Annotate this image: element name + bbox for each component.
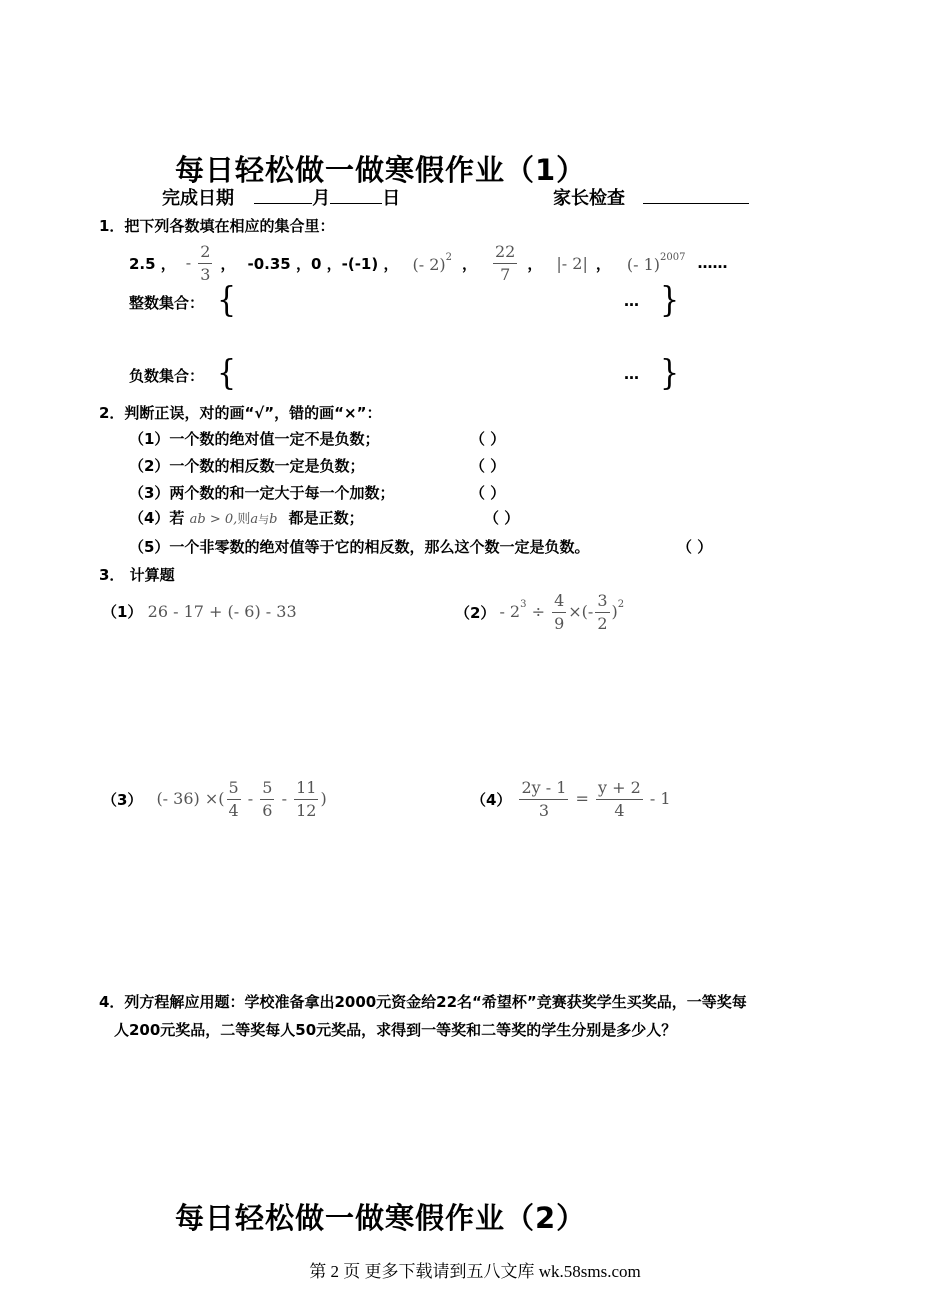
set-ellipsis: …	[624, 292, 639, 310]
exponent: 2	[445, 252, 452, 263]
minus-sign: -	[281, 788, 287, 808]
denominator: 9	[554, 613, 565, 633]
expression	[499, 591, 624, 634]
completion-date-label: 完成日期	[162, 188, 234, 209]
page-title: 每日轻松做一做寒假作业（1）	[175, 153, 587, 187]
q2-item-4	[129, 507, 364, 528]
fraction	[519, 778, 568, 821]
problem-label: （4）	[471, 790, 512, 809]
numerator: 3	[595, 591, 609, 613]
q2-item-3: （3）两个数的和一定大于每一个加数；	[129, 484, 395, 502]
denominator: 12	[296, 800, 317, 820]
separator: ，	[595, 254, 611, 273]
minus-sign: -	[247, 788, 254, 808]
exponent: 2007	[660, 252, 686, 263]
answer-paren[interactable]: （ ）	[484, 509, 520, 527]
fraction	[596, 778, 643, 821]
q2-item-5: （5）一个非零数的绝对值等于它的相反数，那么这个数一定是负数。	[129, 538, 590, 556]
condition-math: ab > 0,	[189, 512, 238, 527]
number-abs-neg2: |- 2|	[556, 253, 588, 273]
term: - 1	[649, 788, 671, 808]
answer-paren[interactable]: （ ）	[470, 457, 506, 475]
separator: ，	[220, 254, 236, 273]
page-title-2: 每日轻松做一做寒假作业（2）	[175, 1201, 587, 1235]
numerator: y + 2	[596, 778, 643, 800]
integer-set-answer-area[interactable]	[232, 288, 612, 318]
q3-heading: 3． 计算题	[99, 566, 175, 584]
negative-set-label: 负数集合：	[129, 367, 205, 385]
month-label: 月	[312, 188, 331, 209]
divide-sign: ÷	[531, 601, 545, 621]
separator: ，	[461, 254, 477, 273]
integer-set-label: 整数集合：	[129, 294, 205, 312]
number-neg1-2007	[627, 252, 686, 274]
fraction-2-3	[198, 242, 212, 285]
term: (- 36) ×(	[156, 788, 225, 808]
parent-check-label: 家长检查	[553, 188, 625, 209]
fraction	[595, 591, 609, 634]
q4-line-1: 4．列方程解应用题：学校准备拿出2000元资金给22名“希望杯”竞赛获奖学生买奖品，一等奖每	[99, 993, 747, 1011]
page-footer: 第 2 页 更多下载请到五八文库 wk.58sms.com	[309, 1262, 641, 1281]
left-brace: {	[217, 353, 237, 394]
fraction-22-7	[493, 242, 517, 285]
parent-check-line	[553, 184, 749, 210]
expression	[156, 778, 326, 821]
numerator: 2y - 1	[519, 778, 568, 800]
problem-1	[102, 601, 297, 622]
left-brace: {	[217, 280, 237, 321]
problem-label: （3）	[102, 790, 143, 809]
negative-set-answer-area[interactable]	[232, 361, 612, 391]
q2-item-2: （2）一个数的相反数一定是负数；	[129, 457, 365, 475]
denominator: 3	[538, 800, 550, 820]
problem-2	[455, 590, 624, 634]
q4-line-2: 人200元奖品，二等奖每人50元奖品，求得到一等奖和二等奖的学生分别是多少人？	[114, 1021, 677, 1039]
day-label: 日	[382, 188, 401, 209]
number-neg2-squared	[412, 252, 452, 274]
ellipsis: ……	[697, 254, 728, 272]
and-word: 与	[258, 513, 270, 526]
denominator: 2	[597, 613, 608, 633]
base: (- 1)	[626, 255, 660, 274]
equals-sign: =	[575, 788, 589, 808]
right-brace: }	[660, 353, 680, 394]
denominator: 7	[500, 264, 511, 284]
numbers-group: -0.35 ，0 ，-(-1) ，	[247, 254, 399, 273]
var-b: b	[269, 512, 278, 527]
equation	[517, 778, 670, 821]
fraction	[227, 778, 241, 821]
day-blank[interactable]	[330, 203, 382, 204]
right-brace: }	[660, 280, 680, 321]
var-a: a	[250, 512, 259, 527]
fraction	[260, 778, 274, 821]
q1-heading: 1．把下列各数填在相应的集合里：	[99, 217, 335, 235]
numerator: 22	[493, 242, 517, 264]
answer-paren[interactable]: （ ）	[677, 538, 713, 556]
answer-paren[interactable]: （ ）	[470, 430, 506, 448]
close-paren: )	[320, 788, 327, 808]
problem-3	[102, 775, 327, 823]
exponent: 2	[617, 598, 625, 610]
completion-line	[162, 184, 400, 210]
exponent: 3	[520, 598, 527, 610]
separator: ，	[527, 254, 543, 273]
number-minus-2-3	[186, 242, 215, 285]
item-suffix: 都是正数；	[288, 509, 364, 527]
numerator: 4	[552, 591, 566, 613]
problem-label: （1）	[102, 603, 143, 621]
number-2-5: 2.5 ，	[129, 254, 176, 273]
set-ellipsis: …	[624, 365, 639, 383]
problem-4	[471, 775, 671, 823]
denominator: 6	[262, 800, 273, 820]
then-word: 则	[237, 512, 251, 527]
parent-check-blank[interactable]	[643, 203, 749, 204]
minus-sign: -	[185, 252, 192, 272]
operator: ×(-	[568, 601, 594, 621]
denominator: 3	[200, 264, 211, 284]
numerator: 11	[294, 778, 318, 800]
number-22-7	[491, 242, 519, 285]
base: (- 2)	[412, 255, 446, 274]
expression: 26 - 17 + (- 6) - 33	[147, 602, 297, 621]
q2-heading: 2．判断正误，对的画“√”，错的画“×”：	[99, 404, 382, 422]
fraction	[294, 778, 318, 821]
q2-item-1: （1）一个数的绝对值一定不是负数；	[129, 430, 380, 448]
numerator: 5	[227, 778, 241, 800]
numerator: 2	[198, 242, 212, 264]
fraction	[552, 591, 566, 634]
item-prefix: （4）若	[129, 509, 185, 527]
close-paren: )	[611, 601, 618, 621]
problem-label: （2）	[455, 603, 496, 622]
answer-paren[interactable]: （ ）	[470, 484, 506, 502]
denominator: 4	[228, 800, 239, 820]
numerator: 5	[260, 778, 274, 800]
denominator: 4	[614, 800, 625, 820]
month-blank[interactable]	[254, 203, 312, 204]
term: - 2	[499, 601, 521, 621]
